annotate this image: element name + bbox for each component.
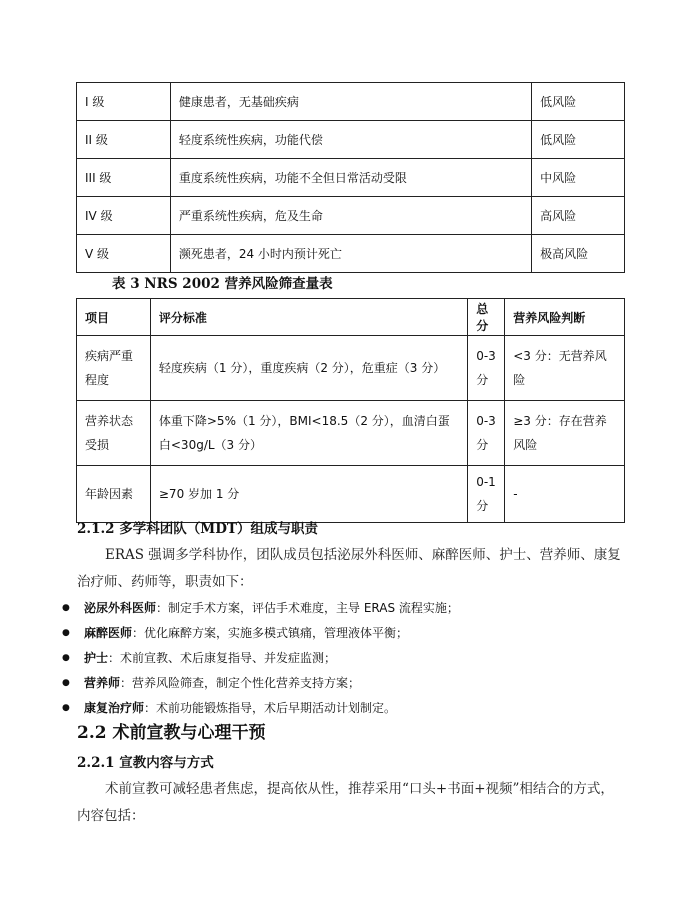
- nrs-table-caption: 表 3 NRS 2002 营养风险筛查量表: [112, 276, 333, 292]
- education-paragraph: 术前宣教可减轻患者焦虑，提高依从性，推荐采用“口头+书面+视频”相结合的方式，内容包括：: [77, 781, 614, 824]
- risk-cell: 高风险: [532, 197, 625, 235]
- table-row: [77, 197, 625, 235]
- mdt-roles-list: [60, 596, 640, 721]
- risk-cell: 低风险: [532, 121, 625, 159]
- bullet-icon: ●: [62, 628, 70, 638]
- role-name: 麻醉医师: [84, 626, 133, 640]
- table-row: [77, 235, 625, 273]
- description-cell: 健康患者，无基础疾病: [170, 83, 531, 121]
- bullet-icon: ●: [62, 678, 70, 688]
- risk-cell: 极高风险: [532, 235, 625, 273]
- role-name: 康复治疗师: [84, 701, 145, 715]
- bullet-icon: ●: [62, 603, 70, 613]
- role-duty: ：营养风险筛查，制定个性化营养支持方案；: [120, 676, 361, 690]
- nrs-header-row: [77, 299, 625, 336]
- table-row: [77, 466, 625, 523]
- grade-cell: I 级: [77, 83, 171, 121]
- total-cell: 0-1 分: [468, 466, 505, 523]
- header-judgement: 营养风险判断: [505, 299, 625, 336]
- role-duty: ：制定手术方案，评估手术难度，主导 ERAS 流程实施；: [156, 601, 459, 615]
- role-duty: ：术前功能锻炼指导，术后早期活动计划制定。: [144, 701, 397, 715]
- description-cell: 轻度系统性疾病，功能代偿: [170, 121, 531, 159]
- criteria-cell: ≥70 岁加 1 分: [150, 466, 467, 523]
- table-row: [77, 83, 625, 121]
- mdt-intro-paragraph: ERAS 强调多学科协作，团队成员包括泌尿外科医师、麻醉医师、护士、营养师、康复治疗师、药师等，职责如下：: [77, 547, 621, 590]
- grade-cell: III 级: [77, 159, 171, 197]
- grade-cell: V 级: [77, 235, 171, 273]
- section-2-2-heading: 2.2 术前宣教与心理干预: [77, 723, 266, 743]
- description-cell: 濒死患者，24 小时内预计死亡: [170, 235, 531, 273]
- description-cell: 重度系统性疾病，功能不全但日常活动受限: [170, 159, 531, 197]
- role-name: 护士: [84, 651, 109, 665]
- role-duty: ：优化麻醉方案，实施多模式镇痛，管理液体平衡；: [132, 626, 409, 640]
- criteria-cell: 轻度疾病（1 分），重度疾病（2 分），危重症（3 分）: [150, 336, 467, 401]
- table-row: [77, 336, 625, 401]
- section-2-2-1-heading: 2.2.1 宣教内容与方式: [77, 755, 214, 771]
- criteria-cell: 体重下降>5%（1 分），BMI<18.5（2 分），血清白蛋白<30g/L（3 分）: [150, 401, 467, 466]
- risk-cell: 低风险: [532, 83, 625, 121]
- list-item: [60, 596, 640, 621]
- header-total: 总分: [468, 299, 505, 336]
- table-row: [77, 121, 625, 159]
- grade-cell: IV 级: [77, 197, 171, 235]
- bullet-icon: ●: [62, 703, 70, 713]
- section-2-1-2-heading: 2.1.2 多学科团队（MDT）组成与职责: [77, 521, 318, 537]
- judgement-cell: -: [505, 466, 625, 523]
- judgement-cell: ≥3 分：存在营养风险: [505, 401, 625, 466]
- item-cell: 年龄因素: [77, 466, 151, 523]
- role-name: 泌尿外科医师: [84, 601, 157, 615]
- role-duty: ：术前宣教、术后康复指导、并发症监测；: [108, 651, 337, 665]
- header-criteria: 评分标准: [150, 299, 467, 336]
- list-item: [60, 671, 640, 696]
- table-row: [77, 401, 625, 466]
- header-item: 项目: [77, 299, 151, 336]
- description-cell: 严重系统性疾病，危及生命: [170, 197, 531, 235]
- nrs-2002-table: [76, 298, 625, 523]
- table-row: [77, 159, 625, 197]
- bullet-icon: ●: [62, 653, 70, 663]
- list-item: [60, 621, 640, 646]
- list-item: [60, 646, 640, 671]
- grade-cell: II 级: [77, 121, 171, 159]
- role-name: 营养师: [84, 676, 121, 690]
- item-cell: 营养状态受损: [77, 401, 151, 466]
- total-cell: 0-3 分: [468, 401, 505, 466]
- asa-grading-table: [76, 82, 625, 273]
- risk-cell: 中风险: [532, 159, 625, 197]
- item-cell: 疾病严重程度: [77, 336, 151, 401]
- total-cell: 0-3 分: [468, 336, 505, 401]
- judgement-cell: <3 分：无营养风险: [505, 336, 625, 401]
